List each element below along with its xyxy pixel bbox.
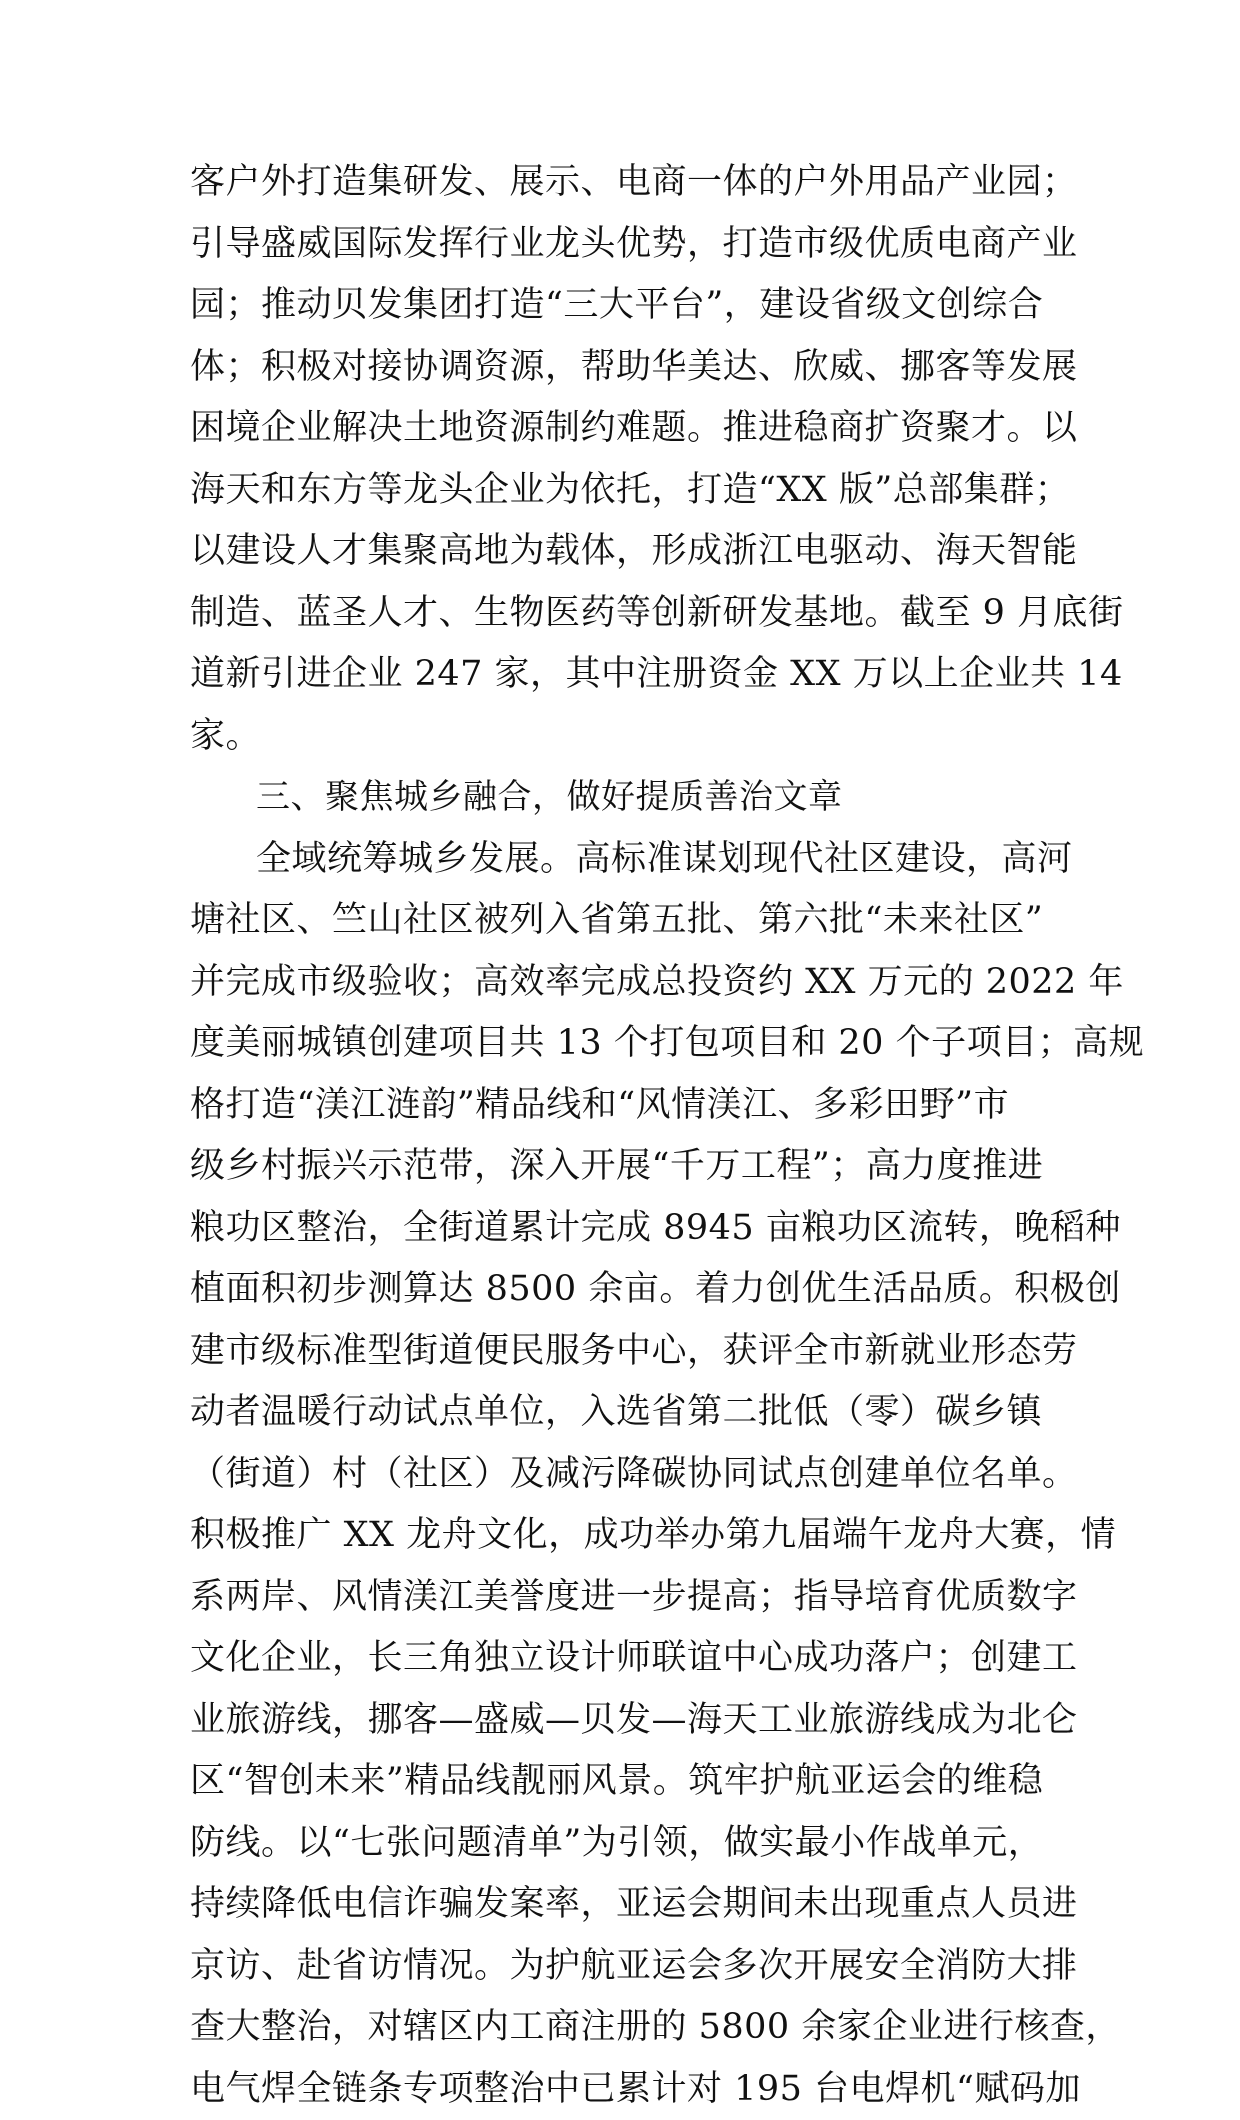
text-line: 塘社区、竺山社区被列入省第五批、第六批“未来社区” [190,890,1050,952]
section-heading: 三、聚焦城乡融合，做好提质善治文章 [190,767,1050,829]
text-line: 体；积极对接协调资源，帮助华美达、欣威、挪客等发展 [190,337,1050,399]
text-line: 文化企业，长三角独立设计师联谊中心成功落户；创建工 [190,1628,1050,1690]
text-line: 防线。以“七张问题清单”为引领，做实最小作战单元， [190,1813,1050,1875]
text-line: 业旅游线，挪客—盛威—贝发—海天工业旅游线成为北仑 [190,1690,1050,1752]
text-line: 并完成市级验收；高效率完成总投资约 XX 万元的 2022 年 [190,952,1050,1014]
document-page [190,152,1050,2120]
text-line: 道新引进企业 247 家，其中注册资金 XX 万以上企业共 14 [190,644,1050,706]
text-line: 粮功区整治，全街道累计完成 8945 亩粮功区流转，晚稻种 [190,1198,1050,1260]
text-line: 电气焊全链条专项整治中已累计对 195 台电焊机“赋码加 [190,2059,1050,2120]
text-line: 海天和东方等龙头企业为依托，打造“XX 版”总部集群； [190,460,1050,522]
text-line: 引导盛威国际发挥行业龙头优势，打造市级优质电商产业 [190,214,1050,276]
text-line: 建市级标准型街道便民服务中心，获评全市新就业形态劳 [190,1321,1050,1383]
text-line: 制造、蓝圣人才、生物医药等创新研发基地。截至 9 月底街 [190,583,1050,645]
paragraph-urban-rural [190,829,1050,2120]
text-line: 度美丽城镇创建项目共 13 个打包项目和 20 个子项目；高规 [190,1013,1050,1075]
text-line: 植面积初步测算达 8500 余亩。着力创优生活品质。积极创 [190,1259,1050,1321]
text-line-first: 全域统筹城乡发展。高标准谋划现代社区建设，高河 [190,829,1050,891]
text-line: 区“智创未来”精品线靓丽风景。筑牢护航亚运会的维稳 [190,1751,1050,1813]
text-line: 客户外打造集研发、展示、电商一体的户外用品产业园； [190,152,1050,214]
text-line: 园；推动贝发集团打造“三大平台”，建设省级文创综合 [190,275,1050,337]
paragraph-industry [190,152,1050,767]
text-line: 困境企业解决土地资源制约难题。推进稳商扩资聚才。以 [190,398,1050,460]
text-line: 积极推广 XX 龙舟文化，成功举办第九届端午龙舟大赛，情 [190,1505,1050,1567]
text-line: 查大整治，对辖区内工商注册的 5800 余家企业进行核查， [190,1997,1050,2059]
text-line: 京访、赴省访情况。为护航亚运会多次开展安全消防大排 [190,1936,1050,1998]
text-line: 以建设人才集聚高地为载体，形成浙江电驱动、海天智能 [190,521,1050,583]
text-line: 级乡村振兴示范带，深入开展“千万工程”；高力度推进 [190,1136,1050,1198]
text-line: 家。 [190,706,1050,768]
text-line: 格打造“渼江涟韵”精品线和“风情渼江、多彩田野”市 [190,1075,1050,1137]
text-line: 系两岸、风情渼江美誉度进一步提高；指导培育优质数字 [190,1567,1050,1629]
text-line: 动者温暖行动试点单位，入选省第二批低（零）碳乡镇 [190,1382,1050,1444]
text-line: （街道）村（社区）及减污降碳协同试点创建单位名单。 [190,1444,1050,1506]
text-line: 持续降低电信诈骗发案率，亚运会期间未出现重点人员进 [190,1874,1050,1936]
